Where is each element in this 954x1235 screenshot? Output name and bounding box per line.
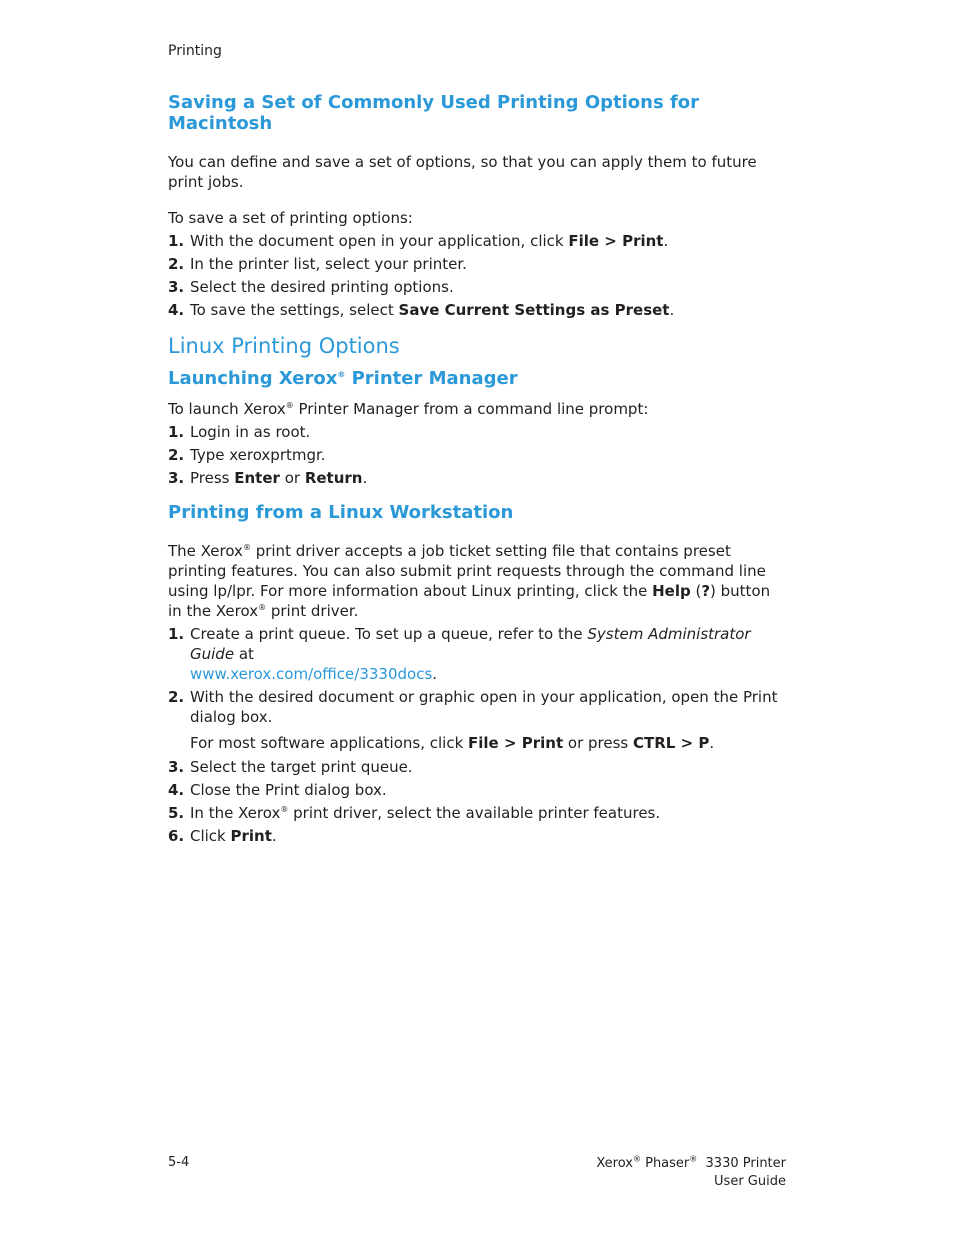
workstation-intro: The Xerox® print driver accepts a job ticket setting file that contains preset printing features. You can also submit print requests through the command line using lp/lpr. For more information about Linux printing, click the Help (?) button in the Xerox® print driver. xyxy=(168,542,771,620)
list-item: 2. Type xeroxprtmgr. xyxy=(168,446,326,464)
list-item: 4. To save the settings, select Save Current Settings as Preset. xyxy=(168,301,675,319)
workstation-section-title: Printing from a Linux Workstation xyxy=(168,502,514,523)
list-item: 1. Create a print queue. To set up a queue, refer to the System Administrator Guide at www.xerox.com/office/3330docs. xyxy=(168,625,751,683)
launch-section-title: Launching Xerox® Printer Manager xyxy=(168,368,518,389)
list-item: 5. In the Xerox® print driver, select the available printer features. xyxy=(168,804,661,822)
step-note: For most software applications, click File > Print or press CTRL > P. xyxy=(190,734,715,752)
launch-steps xyxy=(168,422,788,488)
mac-lead: To save a set of printing options: xyxy=(168,209,413,227)
list-item: 4. Close the Print dialog box. xyxy=(168,781,387,799)
list-item: 2. In the printer list, select your printer. xyxy=(168,255,467,273)
mac-steps xyxy=(168,231,788,320)
mac-intro: You can define and save a set of options, so that you can apply them to future print jobs. xyxy=(168,153,757,191)
list-item: 1. Login in as root. xyxy=(168,423,311,441)
list-item: 2. With the desired document or graphic open in your application, open the Print dialog box. For most software applications, click File > Print or press CTRL > P. xyxy=(168,687,788,753)
workstation-steps xyxy=(168,624,788,846)
list-item: 3. Press Enter or Return. xyxy=(168,469,368,487)
list-item: 3. Select the desired printing options. xyxy=(168,278,454,296)
running-header: Printing xyxy=(168,43,222,59)
linux-chapter-title: Linux Printing Options xyxy=(168,334,400,358)
list-item: 3. Select the target print queue. xyxy=(168,758,413,776)
page-content xyxy=(168,92,788,846)
mac-section-title: Saving a Set of Commonly Used Printing Options for Macintosh xyxy=(168,92,700,134)
docs-link[interactable]: www.xerox.com/office/3330docs xyxy=(190,665,433,683)
launch-lead: To launch Xerox® Printer Manager from a command line prompt: xyxy=(168,400,649,418)
page-number: 5-4 xyxy=(168,1155,190,1170)
list-item: 1. With the document open in your application, click File > Print. xyxy=(168,232,669,250)
list-item: 6. Click Print. xyxy=(168,827,277,845)
footer-product: Xerox® Phaser® 3330 Printer User Guide xyxy=(596,1154,786,1189)
